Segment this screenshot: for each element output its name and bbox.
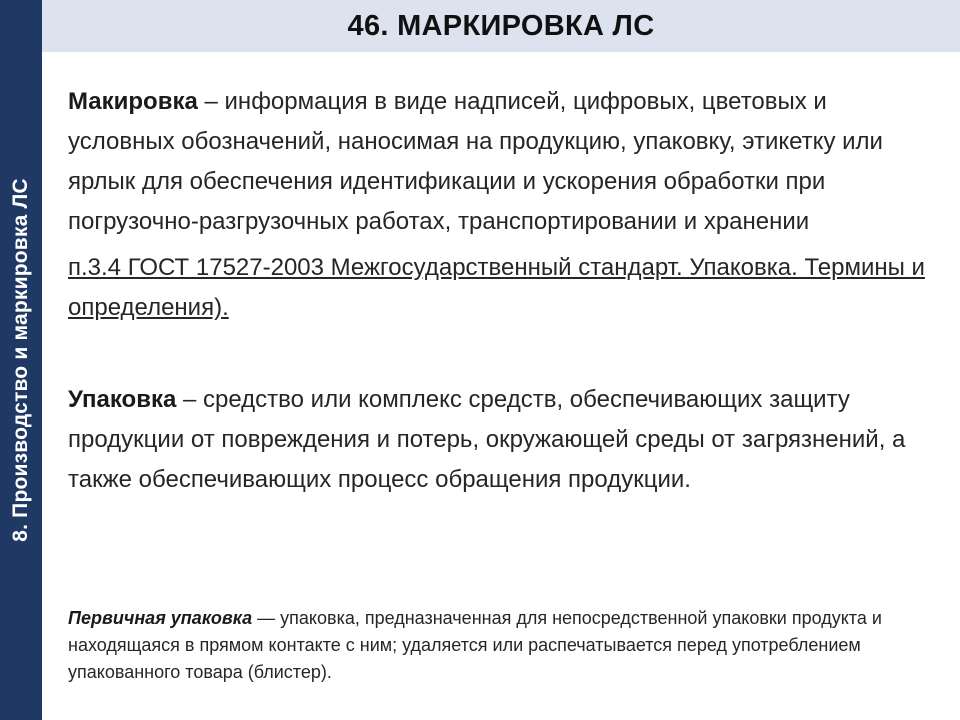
- page-title: 46. МАРКИРОВКА ЛС: [347, 9, 655, 42]
- marking-definition-text: – информация в виде надписей, цифровых, цветовых и условных обозначений, наносимая на продукцию, упаковку, этикетку или ярлык для обеспечения идентификации и ускорения обработки при погрузочно-разгрузочных работах, транспортировании и хранении: [68, 88, 883, 235]
- marking-term: Макировка: [68, 88, 198, 115]
- spacer: [68, 328, 928, 380]
- packaging-definition-text: – средство или комплекс средств, обеспечивающих защиту продукции от повреждения и потерь, окружающей среды от загрязнений, а также обеспечивающих процесс обращения продукции.: [68, 386, 906, 493]
- sidebar: [0, 0, 42, 720]
- sidebar-section-title: 8. Производство и маркировка ЛС: [9, 178, 32, 542]
- packaging-definition: [68, 380, 928, 500]
- primary-packaging-term: Первичная упаковка: [68, 608, 253, 628]
- primary-packaging-definition-text: — упаковка, предназначенная для непосредственной упаковки продукта и находящаяся в прямом контакте с ним; удаляется или распечатывается перед употреблением упакованного товара (блистер).: [68, 608, 882, 682]
- slide-content: [68, 82, 928, 500]
- packaging-term: Упаковка: [68, 386, 177, 413]
- primary-packaging-definition: [68, 605, 928, 686]
- marking-definition: [68, 82, 928, 242]
- gost-reference: п.3.4 ГОСТ 17527-2003 Межгосударственный стандарт. Упаковка. Термины и определения).: [68, 254, 925, 321]
- title-bar: [42, 0, 960, 52]
